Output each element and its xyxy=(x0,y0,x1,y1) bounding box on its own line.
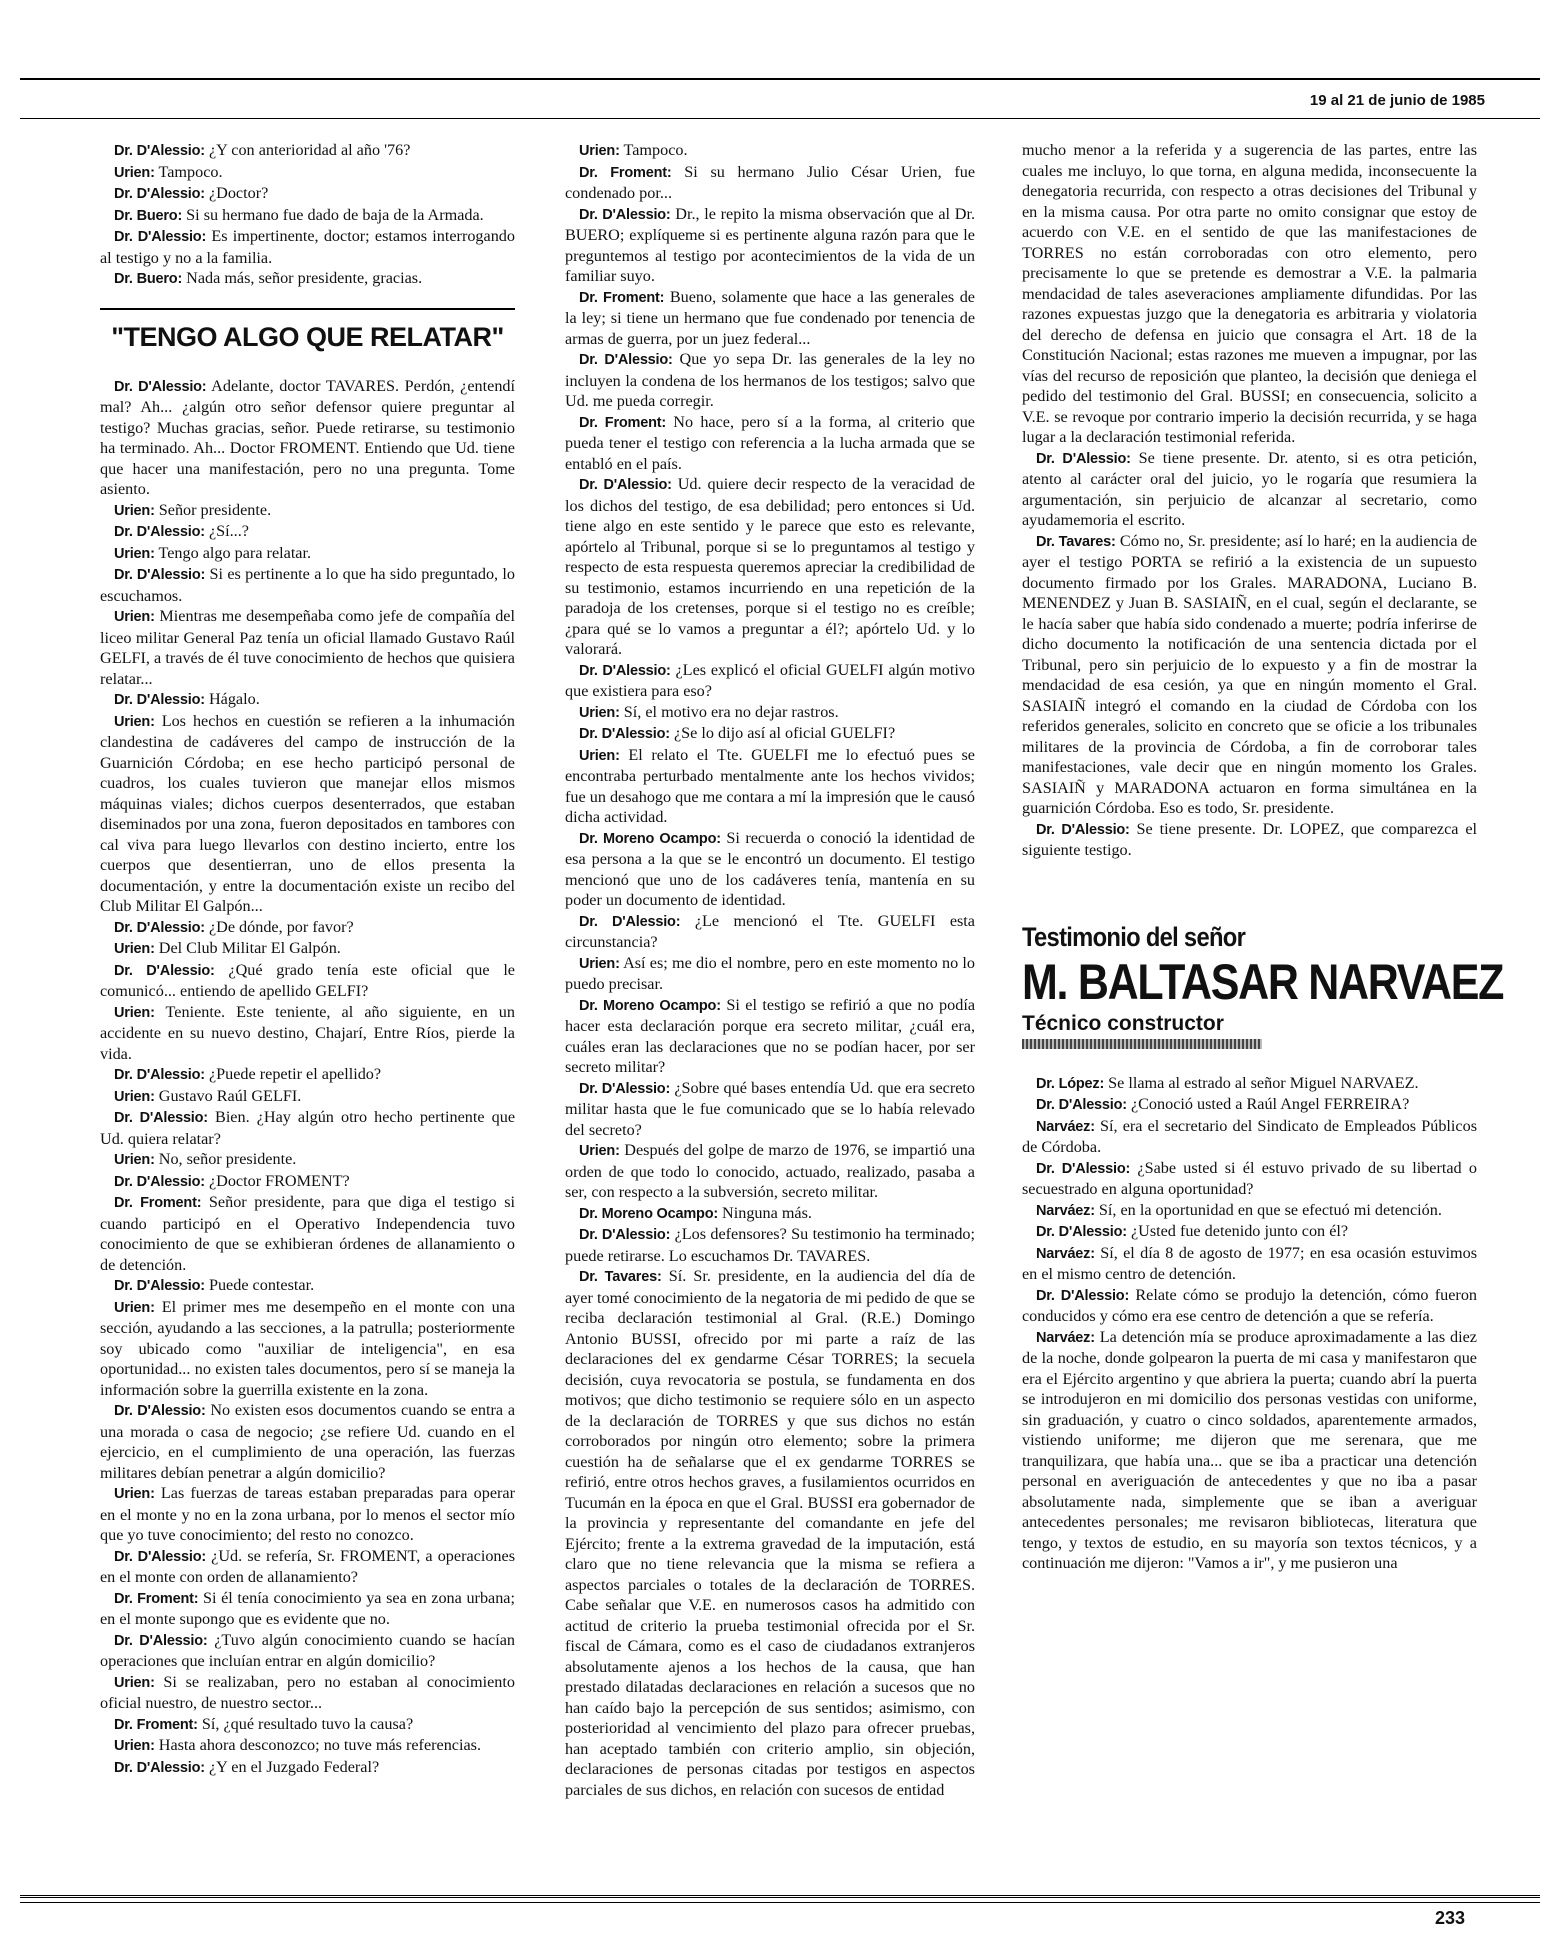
speaker-name: Dr. Froment: xyxy=(579,164,672,181)
speaker-name: Urien: xyxy=(114,545,155,562)
dialogue-paragraph xyxy=(565,1078,975,1141)
speaker-name: Narváez: xyxy=(1036,1245,1095,1262)
dialogue-paragraph xyxy=(1022,1243,1477,1285)
speech-text: ¿Ud. se refería, Sr. FROMENT, a operaciones en el monte con orden de allanamiento? xyxy=(100,1546,516,1586)
dialogue-paragraph xyxy=(100,606,515,689)
dialogue-paragraph xyxy=(100,1588,515,1630)
speech-text: ¿Doctor FROMENT? xyxy=(208,1171,350,1190)
dialogue-paragraph xyxy=(100,140,515,162)
dialogue-paragraph xyxy=(100,1672,515,1714)
dialogue-paragraph xyxy=(100,1483,515,1546)
dialogue-paragraph xyxy=(100,226,515,268)
speaker-name: Dr. D'Alessio: xyxy=(114,1403,206,1419)
speech-text: El primer mes me desempeño en el monte con una sección, ayudando a las secciones, a la patrulla; posteriormente soy ubicado como "auxiliar de inteligencia", en esa oportunidad... no existen tales documentos, pero sí se maneja la información sobre la guerrilla existente en la zona. xyxy=(100,1297,516,1399)
dialogue-paragraph xyxy=(565,412,975,475)
speech-text: La detención mía se produce aproximadamente a las diez de la noche, donde golpearon la puerta de mi casa y manifestaron que era el Ejército argentino y que abriera la puerta; cuando abrí la puerta se introdujeron en mi domicilio dos personas vestidas con uniforme, sin graduación, y cuatro o cinco soldados, aparentemente armados, vistiendo uniforme; me dijeron que me serenara, que me tranquilizara, que había una... que se iba a practicar una detención personal en averiguación de antecedentes y que no iba a pasar absolutamente nada, simplemente que se iban a averiguar antecedentes personales; me revisaron bibliotecas, literatura que tengo, y textos de estudio, en su mayoría son textos técnicos, y a continuación me dijeron: "Vamos a ir", y me pusieron una xyxy=(1022,1327,1477,1572)
speech-text: ¿Conoció usted a Raúl Angel FERREIRA? xyxy=(1130,1095,1410,1113)
speech-text: Gustavo Raúl GELFI. xyxy=(158,1086,302,1105)
speech-text: Se tiene presente. Dr. LOPEZ, que comparezca el siguiente testigo. xyxy=(1022,819,1478,859)
speaker-name: Dr. Moreno Ocampo: xyxy=(579,1205,718,1222)
dialogue-paragraph xyxy=(565,1140,975,1203)
speaker-name: Urien: xyxy=(579,143,620,159)
dialogue-paragraph xyxy=(100,205,515,227)
speaker-name: Urien: xyxy=(114,1674,155,1691)
dialogue-paragraph xyxy=(100,1630,515,1672)
speech-text: Cómo no, Sr. presidente; así lo haré; en la audiencia de ayer el testigo PORTA se refirió a la existencia de un supuesto documento firmado por los Grales. MARADONA, Luciano B. MENENDEZ y Juan B. SASIAIÑ, en el cual, según el declarante, se le hacía saber que había sido condenado a muerte; podría inferirse de dicho documento la notificación de una sentencia dictada por el Tribunal, pero sin perjuicio de lo expuesto y a fin de mostrar la mendacidad de esa cesión, ya que en ningún momento el Gral. SASIAIÑ integró el comando en la ciudad de Córdoba con los referidos generales, solicito en concreto que se oficie a los tribunales militares de la provincia de Córdoba, a fin de corroborar tales manifestaciones, vale decir que en ningún momento los Grales. SASIAIÑ y MARADONA actuaron en forma simultánea en la guarnición Córdoba. Eso es todo, Sr. presidente. xyxy=(1022,531,1478,817)
speaker-name: Dr. D'Alessio: xyxy=(114,229,207,245)
speaker-name: Urien: xyxy=(114,502,155,519)
dialogue-paragraph xyxy=(100,376,515,500)
speech-text: ¿Sí...? xyxy=(208,522,249,540)
dialogue-paragraph xyxy=(1022,1116,1477,1158)
speaker-name: Dr. D'Alessio: xyxy=(114,567,206,583)
dialogue-paragraph xyxy=(565,995,975,1078)
speech-text: El relato el Tte. GUELFI me lo efectuó pues se encontraba perturbado mentalmente ante los hechos vividos; fue un desahogo que me contara a mí la impresión que le causó dicha actividad. xyxy=(565,745,975,826)
speech-text: Sí, el día 8 de agosto de 1977; en esa ocasión estuvimos en el mismo centro de detención. xyxy=(1022,1243,1477,1283)
speech-text: Sí, ¿qué resultado tuvo la causa? xyxy=(201,1714,414,1733)
speech-text: Tengo algo para relatar. xyxy=(158,543,312,562)
dialogue-paragraph xyxy=(100,1192,515,1275)
speaker-name: Narváez: xyxy=(1036,1329,1095,1346)
speaker-name: Dr. D'Alessio: xyxy=(114,962,215,979)
speaker-name: Urien: xyxy=(114,941,155,957)
speaker-name: Dr. D'Alessio: xyxy=(579,1227,671,1243)
dialogue-paragraph xyxy=(565,660,975,702)
speaker-name: Dr. Froment: xyxy=(579,289,665,306)
speaker-name: Dr. D'Alessio: xyxy=(1036,1160,1131,1177)
speaker-name: Urien: xyxy=(579,955,620,972)
dialogue-paragraph xyxy=(100,1171,515,1193)
dialogue-paragraph xyxy=(100,543,515,565)
speaker-name: Dr. D'Alessio: xyxy=(579,1080,671,1097)
speaker-name: Narváez: xyxy=(1036,1118,1095,1135)
speech-text: ¿Les explicó el oficial GUELFI algún motivo que existiera para eso? xyxy=(565,660,975,700)
speech-text: Los hechos en cuestión se refieren a la inhumación clandestina de cadáveres del campo de instrucción de la Guarnición Córdoba; en ese hecho participó personal de cuadros, los cuales tuvieron que manejar ellos mismos máquinas viales; dichos cuerpos desenterrados, que estaban diseminados por una zona, fueron depositados en tambores con cal viva para luego llevarlos con destino incierto, entre los cuerpos que desentierran, uno de ellos presenta la documentación, y entre la documentación existe un recibo del Club Militar El Galpón... xyxy=(100,711,515,915)
column-1-dialogue-bottom xyxy=(100,376,515,1779)
speech-text: Del Club Militar El Galpón. xyxy=(158,939,341,957)
speech-text: ¿Usted fue detenido junto con él? xyxy=(1130,1222,1349,1240)
speaker-name: Dr. D'Alessio: xyxy=(114,1548,206,1565)
speech-text: Nada más, señor presidente, gracias. xyxy=(186,269,423,287)
speaker-name: Urien: xyxy=(114,1088,155,1105)
dialogue-paragraph xyxy=(565,723,975,745)
column-3-dialogue-top xyxy=(1022,140,1477,861)
dialogue-paragraph xyxy=(100,1064,515,1086)
speaker-name: Dr. Tavares: xyxy=(579,1269,662,1285)
footer-rule xyxy=(20,1895,1540,1903)
dialogue-paragraph xyxy=(565,349,975,412)
speaker-name: Dr. D'Alessio: xyxy=(579,477,672,493)
dialogue-paragraph xyxy=(100,500,515,522)
dialogue-paragraph xyxy=(1022,448,1477,531)
speech-text: ¿Sobre qué bases entendía Ud. que era secreto militar hasta que le fue comunicado que se lo había relevado del secreto? xyxy=(565,1078,976,1139)
dialogue-paragraph xyxy=(565,204,975,287)
speaker-name: Narváez: xyxy=(1036,1202,1095,1219)
speech-text: Así es; me dio el nombre, pero en este momento no lo puedo precisar. xyxy=(565,953,975,993)
speaker-name: Urien: xyxy=(114,1299,155,1316)
speech-text: Si su hermano fue dado de baja de la Armada. xyxy=(186,205,484,224)
dialogue-paragraph xyxy=(565,745,975,828)
speech-text: ¿Los defensores? Su testimonio ha terminado; puede retirarse. Lo escuchamos Dr. TAVARES. xyxy=(565,1225,976,1265)
speech-text: No hace, pero sí a la forma, al criterio que pueda tener el testigo con referencia a la lucha armada que se entabló en el país. xyxy=(565,412,975,473)
dialogue-paragraph xyxy=(100,564,515,606)
dialogue-paragraph xyxy=(1022,1221,1477,1243)
speech-text: Si él tenía conocimiento ya sea en zona urbana; en el monte supongo que es evidente que no. xyxy=(100,1588,515,1628)
speech-text: ¿Doctor? xyxy=(208,184,269,202)
dialogue-paragraph xyxy=(100,1086,515,1108)
speaker-name: Dr. D'Alessio: xyxy=(579,726,670,742)
column-2-dialogue xyxy=(565,140,975,1800)
dialogue-paragraph xyxy=(100,1400,515,1483)
speech-text: ¿Se lo dijo así al oficial GUELFI? xyxy=(673,724,896,742)
speaker-name: Urien: xyxy=(114,1152,155,1168)
speaker-name: Dr. Froment: xyxy=(579,414,667,431)
dialogue-paragraph xyxy=(100,268,515,290)
dialogue-paragraph xyxy=(565,828,975,911)
speech-text: Ninguna más. xyxy=(722,1203,812,1222)
speech-text: ¿Sabe usted si él estuvo privado de su libertad o secuestrado en alguna oportunidad? xyxy=(1022,1158,1477,1198)
speech-text: Que yo sepa Dr. las generales de la ley no incluyen la condena de los hermanos de los testigos; salvo que Ud. me pueda corregir. xyxy=(565,350,975,410)
speech-text: ¿De dónde, por favor? xyxy=(208,917,354,936)
speaker-name: Dr. D'Alessio: xyxy=(114,1067,205,1083)
speaker-name: Urien: xyxy=(579,704,620,721)
speaker-name: Dr. D'Alessio: xyxy=(114,1278,205,1294)
speaker-name: Dr. D'Alessio: xyxy=(1036,450,1131,467)
speech-text: Sí, en la oportunidad en que se efectuó mi detención. xyxy=(1098,1200,1442,1219)
dialogue-paragraph xyxy=(1022,1285,1477,1327)
speaker-name: Dr. D'Alessio: xyxy=(114,1759,205,1776)
speech-text: Tampoco. xyxy=(623,141,688,159)
speech-text: Se llama al estrado al señor Miguel NARVAEZ. xyxy=(1108,1073,1419,1092)
speech-text: ¿Le mencionó el Tte. GUELFI esta circunstancia? xyxy=(565,911,975,951)
speaker-name: Urien: xyxy=(114,609,155,625)
speaker-name: Dr. Froment: xyxy=(114,1590,199,1607)
speaker-name: Urien: xyxy=(579,1143,620,1159)
speaker-name: Dr. D'Alessio: xyxy=(579,662,671,679)
dialogue-paragraph xyxy=(100,1546,515,1588)
speech-text: Si el testigo se refirió a que no podía hacer esta declaración porque era secreto militar, ¿cuál era, cuáles eran las declaraciones que no se podían hacer, por ser secreto militar? xyxy=(565,995,976,1076)
speaker-name: Dr. D'Alessio: xyxy=(114,524,205,540)
speaker-name: Urien: xyxy=(114,1738,155,1754)
dialogue-paragraph xyxy=(565,1224,975,1266)
dialogue-paragraph xyxy=(1022,1200,1477,1222)
speaker-name: Dr. D'Alessio: xyxy=(1036,1224,1127,1240)
speaker-name: Dr. D'Alessio: xyxy=(114,378,207,395)
speech-text: ¿Tuvo algún conocimiento cuando se hacían operaciones que incluían entrar en algún domicilio? xyxy=(100,1630,515,1670)
column-2 xyxy=(565,140,975,1800)
dialogue-paragraph xyxy=(565,287,975,350)
speech-text: Si se realizaban, pero no estaban al conocimiento oficial nuestro, de nuestro sector... xyxy=(100,1672,515,1712)
dialogue-paragraph xyxy=(100,917,515,939)
speaker-name: Dr. D'Alessio: xyxy=(114,1173,205,1190)
column-3-dialogue-bottom xyxy=(1022,1073,1477,1574)
testimony-occupation: Técnico constructor xyxy=(1022,1011,1224,1035)
speech-text: mucho menor a la referida y a sugerencia de las partes, entre las cuales me incluyo, lo que torna, en alguna medida, inconsecuente la denegatoria recurrida, con respecto a otras decisiones del Tribunal y en la misma causa. Por otra parte no omito consignar que estoy de acuerdo con V.E. en el sentido de que las manifestaciones de TORRES no están corroboradas con otro elemento, pero precisamente lo que se pretende es demostrar a V.E. la palmaria mendacidad de tales aseveraciones ampliamente difundidas. Por las razones expuestas juzgo que la denegatoria es arbitraria y violatoria del derecho de defensa en juicio que consagra el Art. 18 de la Constitución Nacional; estas razones me mueven a impugnar, por las vías del recurso de reposición que planteo, la decisión que deniega el pedido del testimonio del Gral. BUSSI; en consecuencia, solicito a V.E. se revoque por contrario imperio la decisión recurrida, y se haga lugar a la declaración testimonial referida. xyxy=(1022,141,1477,446)
dialogue-paragraph xyxy=(100,938,515,960)
speaker-name: Dr. D'Alessio: xyxy=(1036,1287,1130,1304)
dialogue-paragraph xyxy=(1022,1158,1477,1200)
dialogue-paragraph xyxy=(565,1266,975,1800)
speech-text: Sí, el motivo era no dejar rastros. xyxy=(623,702,839,721)
speaker-name: Dr. D'Alessio: xyxy=(1036,1097,1127,1113)
speech-text: Señor presidente, para que diga el testigo si cuando participó en el Operativo Independencia tuvo conocimiento de que se exhibieran órdenes de allanamiento o de detención. xyxy=(100,1193,515,1274)
speech-text: No existen esos documentos cuando se entra a una morada o casa de negocio; ¿se refiere Ud. cuando en el ejercicio, en el cumplimiento de una operación, las fuerzas militares debían penetrar a algún domicilio? xyxy=(100,1401,516,1482)
dialogue-paragraph xyxy=(100,1275,515,1297)
speech-text: Ud. quiere decir respecto de la veracidad de los dichos del testigo, de esa debilidad; pero entonces si Ud. tiene algo en este sentido y le parece que esto es relevante, apórtelo al Tribunal, porque si se lo preguntamos al testigo y respecto de esta respuesta queremos apreciar la credibilidad de su testimonio, estamos incurriendo en una repetición de la paradoja de los cretenses, porque si el testigo no es creíble; ¿para qué se lo vamos a preguntar a él?; apórtelo Ud. y lo valorará. xyxy=(565,475,975,658)
page-number: 233 xyxy=(1434,1908,1465,1928)
speech-text: Si es pertinente a lo que ha sido preguntado, lo escuchamos. xyxy=(100,565,516,605)
dialogue-paragraph xyxy=(1022,1327,1477,1574)
speaker-name: Urien: xyxy=(114,713,155,730)
header-rule-thin xyxy=(20,118,1540,119)
speech-text: Bueno, solamente que hace a las generales de la ley; si tiene un hermano que fue condenado por tenencia de armas de guerra, por un juez federal... xyxy=(565,287,975,348)
speaker-name: Dr. D'Alessio: xyxy=(114,143,205,159)
speech-text: Sí. Sr. presidente, en la audiencia del día de ayer tomé conocimiento de la negatoria de mi pedido de que se reciba declaración testimonial al Gral. (R.E.) Domingo Antonio BUSSI, ofrecido por mi parte a raíz de las declaraciones del ex gendarme César TORRES; la secuela decisión, cuya revocatoria se postula, se fundamenta en dos motivos; que dicho testimonio se requiere sólo en un aspecto de la declaración de TORRES y que sus dichos no están corroborados por ningún otro elemento; sobre la primera cuestión ha de señalarse que el ex gendarme TORRES se refirió, entre otros hechos graves, a fusilamientos ocurridos en Tucumán en la época en que el Gral. BUSSI era gobernador de la provincia y representante del comandante en jefe del Ejército; frente a la extrema gravedad de la imputación, está claro que no tiene relevancia que la misma se refiera a aspectos parciales o totales de la declaración de TORRES. Cabe señalar que V.E. en numerosos casos ha admitido con actitud de criterio la prueba testimonial ofrecida por el Sr. fiscal de Cámara, como es el caso de ciudadanos extranjeros absolutamente ajenos a los hechos de la causa, que han prestado dilatadas declaraciones en relación a sucesos que no han caído bajo la percepción de sus sentidos; asimismo, con posterioridad al vencimiento del plazo para ofrecer pruebas, han aceptado también con criterio amplio, sin objeción, declaraciones de personas citadas por testigos en aspectos parciales de sus dichos, en relación con sucesos de entidad xyxy=(565,1267,976,1799)
speech-text: Hasta ahora desconozco; no tuve más referencias. xyxy=(158,1736,482,1754)
column-1 xyxy=(100,140,515,1778)
speaker-name: Dr. D'Alessio: xyxy=(114,1110,208,1126)
speech-text: No, señor presidente. xyxy=(158,1150,297,1168)
dialogue-paragraph xyxy=(565,953,975,995)
dialogue-paragraph xyxy=(100,183,515,205)
speech-text: Adelante, doctor TAVARES. Perdón, ¿entendí mal? Ah... ¿algún otro señor defensor quiere preguntar al testigo? Muchas gracias, señor. Puede retirarse, su testimonio ha terminado. Ah... Doctor FROMENT. Entiendo que Ud. tiene que hacer una manifestación, pero no una pregunta. Tome asiento. xyxy=(100,376,516,498)
speaker-name: Dr. Froment: xyxy=(114,1195,202,1211)
dialogue-paragraph xyxy=(100,1297,515,1401)
speaker-name: Dr. D'Alessio: xyxy=(579,206,671,223)
dialogue-paragraph xyxy=(100,711,515,917)
speech-text: Sí, era el secretario del Sindicato de Empleados Públicos de Córdoba. xyxy=(1022,1116,1477,1156)
speaker-name: Dr. Buero: xyxy=(114,271,183,287)
speech-text: Dr., le repito la misma observación que al Dr. BUERO; explíqueme si es pertinente alguna razón para que le preguntemos al testigo por acontecimientos de la vida de un familiar suyo. xyxy=(565,204,975,285)
dialogue-paragraph xyxy=(100,960,515,1002)
speaker-name: Urien: xyxy=(579,747,620,764)
speaker-name: Dr. D'Alessio: xyxy=(1036,821,1130,838)
speaker-name: Dr. D'Alessio: xyxy=(114,919,205,936)
speech-text: Bien. ¿Hay algún otro hecho pertinente que Ud. quiera relatar? xyxy=(100,1108,516,1148)
speech-text: Si su hermano Julio César Urien, fue condenado por... xyxy=(565,162,976,202)
speech-text: Hágalo. xyxy=(208,690,260,708)
speech-text: Después del golpe de marzo de 1976, se impartió una orden de que todo lo conocido, actuado, realizado, pasaba a ser, con respecto a la subversión, secreto militar. xyxy=(565,1141,975,1201)
dialogue-paragraph xyxy=(100,689,515,711)
dialogue-paragraph xyxy=(565,162,975,204)
speaker-name: Dr. Tavares: xyxy=(1036,533,1116,550)
dialogue-paragraph xyxy=(100,1002,515,1065)
testimony-title-block xyxy=(1022,921,1504,1049)
dialogue-paragraph xyxy=(1022,531,1477,819)
speech-text: Se tiene presente. Dr. atento, si es otra petición, atento al carácter oral del juicio, yo le rogaría que resumiera la argumentación, sin perjuicio de alcanzar al secretario, como ayudamemoria el escrito. xyxy=(1022,448,1478,529)
dialogue-paragraph xyxy=(565,911,975,953)
dialogue-paragraph xyxy=(565,702,975,724)
column-1-dialogue-top xyxy=(100,140,515,290)
dialogue-paragraph xyxy=(100,1107,515,1149)
speaker-name: Urien: xyxy=(114,164,155,181)
speaker-name: Urien: xyxy=(114,1486,155,1502)
speaker-name: Dr. D'Alessio: xyxy=(579,352,673,368)
speaker-name: Dr. Moreno Ocampo: xyxy=(579,830,721,847)
header-rule xyxy=(20,78,1540,80)
dialogue-paragraph xyxy=(100,1757,515,1779)
speaker-name: Dr. D'Alessio: xyxy=(114,1632,208,1649)
speech-text: ¿Y con anterioridad al año '76? xyxy=(208,141,411,159)
dialogue-paragraph xyxy=(565,1203,975,1225)
dialogue-paragraph xyxy=(100,1714,515,1736)
testimony-decorative-bar xyxy=(1022,1039,1262,1049)
speech-text: Señor presidente. xyxy=(158,500,272,519)
testimony-title-line1: Testimonio del señor xyxy=(1022,921,1246,952)
speaker-name: Dr. Moreno Ocampo: xyxy=(579,997,721,1014)
speech-text: Teniente. Este teniente, al año siguiente, en un accidente en su nuevo destino, Chajarí, Entre Ríos, pierde la vida. xyxy=(100,1002,515,1063)
dialogue-paragraph xyxy=(565,474,975,660)
speech-text: ¿Y en el Juzgado Federal? xyxy=(208,1757,380,1776)
dialogue-paragraph xyxy=(100,162,515,184)
speech-text: Es impertinente, doctor; estamos interrogando al testigo y no a la familia. xyxy=(100,227,515,267)
testimony-witness-name: M. BALTASAR NARVAEZ xyxy=(1022,953,1504,1010)
speaker-name: Urien: xyxy=(114,1004,155,1021)
column-3 xyxy=(1022,140,1504,1574)
speaker-name: Dr. D'Alessio: xyxy=(114,692,205,708)
speaker-name: Dr. Froment: xyxy=(114,1716,198,1733)
dialogue-paragraph xyxy=(1022,819,1477,861)
dialogue-paragraph xyxy=(100,1149,515,1171)
speaker-name: Dr. D'Alessio: xyxy=(579,913,681,930)
issue-date: 19 al 21 de junio de 1985 xyxy=(1309,92,1485,109)
speech-text: ¿Puede repetir el apellido? xyxy=(208,1065,382,1083)
dialogue-paragraph xyxy=(565,140,975,162)
section-heading: "TENGO ALGO QUE RELATAR" xyxy=(100,308,515,352)
speech-text: Puede contestar. xyxy=(208,1276,315,1294)
speech-text: Las fuerzas de tareas estaban preparadas para operar en el monte y no en la zona urbana, por lo menos el sector mío que yo tuve conocimiento; del resto no conozco. xyxy=(100,1484,515,1544)
dialogue-paragraph xyxy=(1022,1094,1477,1116)
speech-text: Mientras me desempeñaba como jefe de compañía del liceo militar General Paz tenía un oficial llamado Gustavo Raúl GELFI, a través de él tuve conocimiento de hechos que quisiera relatar... xyxy=(100,607,515,688)
speech-text: Relate cómo se produjo la detención, cómo fueron conducidos y cómo era ese centro de detención a que se refería. xyxy=(1022,1285,1478,1325)
dialogue-paragraph xyxy=(100,1735,515,1757)
speech-text: Si recuerda o conoció la identidad de esa persona a la que se le encontró un documento. El testigo mencionó que uno de los cadáveres tenía, mantenía en su poder un documento de identidad. xyxy=(565,828,975,909)
dialogue-paragraph xyxy=(1022,1073,1477,1095)
speaker-name: Dr. López: xyxy=(1036,1075,1105,1092)
speaker-name: Dr. Buero: xyxy=(114,207,183,224)
speech-text: Tampoco. xyxy=(158,162,223,181)
speech-text: ¿Qué grado tenía este oficial que le comunicó... entiendo de apellido GELFI? xyxy=(100,960,515,1000)
dialogue-paragraph xyxy=(1022,140,1477,448)
dialogue-paragraph xyxy=(100,521,515,543)
speaker-name: Dr. D'Alessio: xyxy=(114,186,205,202)
